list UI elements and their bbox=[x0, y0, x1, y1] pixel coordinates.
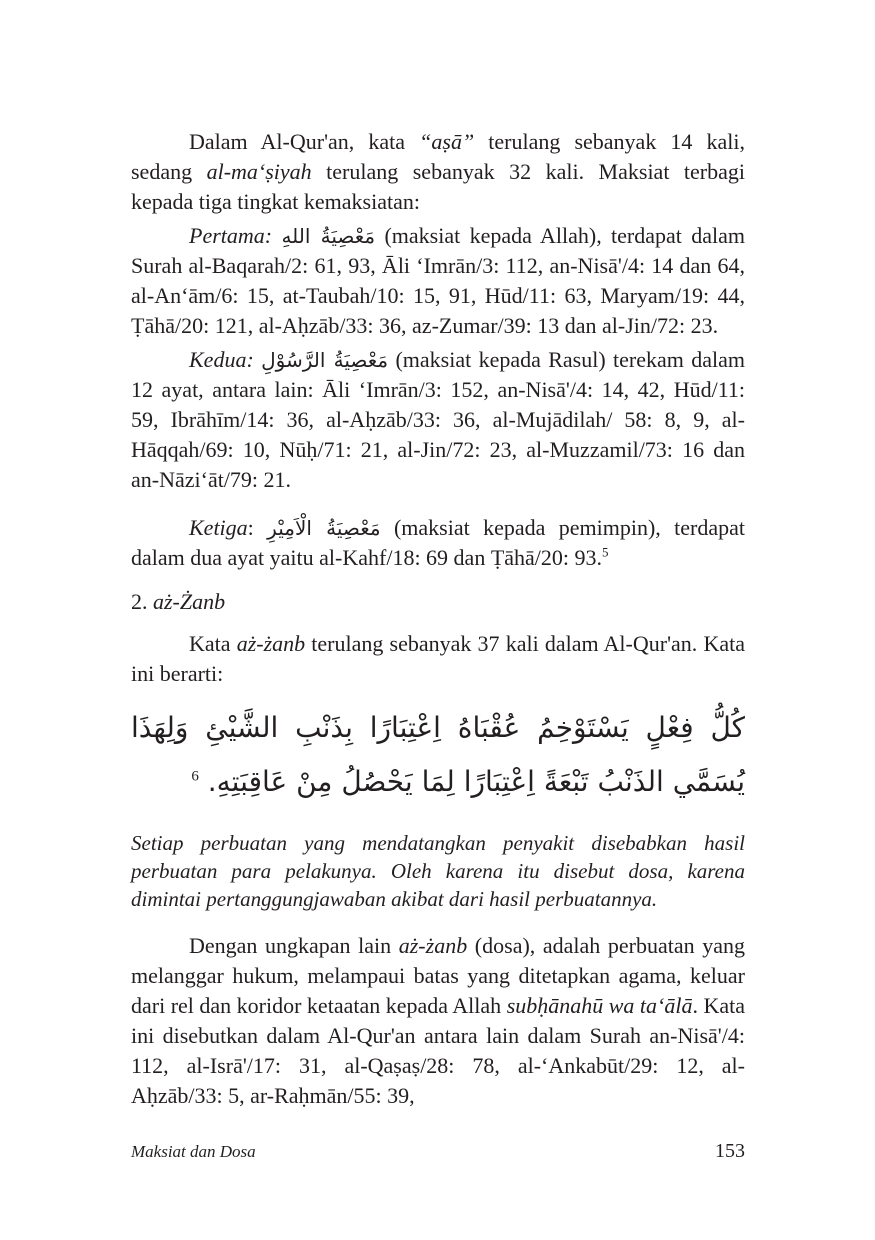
term-al-masiyah: al-ma‘ṣiyah bbox=[206, 159, 312, 184]
paragraph-pertama bbox=[131, 221, 745, 341]
paragraph-kata-az-zanb bbox=[131, 629, 745, 689]
text-run: terulang sebanyak 14 kali, sedang bbox=[131, 129, 745, 184]
paragraph-intro bbox=[131, 127, 745, 217]
term-asa: “aṣā” bbox=[419, 129, 475, 154]
arabic-term-amir: مَعْصِيَةُ الْاَمِيْرِ bbox=[267, 516, 381, 540]
running-title: Maksiat dan Dosa bbox=[131, 1142, 256, 1161]
footnote-marker: 5 bbox=[602, 544, 609, 560]
footnote-marker: 6 bbox=[191, 768, 199, 785]
text-run: Kata bbox=[189, 631, 237, 656]
page-footer bbox=[131, 1140, 745, 1163]
text-run: terulang sebanyak 37 kali dalam Al-Qur'an. Kata ini berarti: bbox=[131, 631, 745, 686]
text-run: . Kata ini disebutkan dalam Al-Qur'an antara lain dalam Surah an-Nisā'/4: 112, al-Isrā'/17: 31, al-Qaṣaṣ/28: 78, al-‘Ankabūt/29: 12, al-Aḥzāb/33: 5, ar-Raḥmān/55: 39, bbox=[131, 993, 746, 1108]
term-subhanahu: subḥānahū wa ta‘ālā bbox=[506, 993, 693, 1018]
text-run: (maksiat kepada Rasul) terekam dalam 12 ayat, antara lain: Āli ‘Imrān/3: 152, an-Nisā'/4: 14, 42, Hūd/11: 59, Ibrāhīm/14: 36, al-Aḥzāb/33: 36, al-Mujādilah/ 58: 8, 9, al-Hāqqah/69: 10, Nūḥ/71: 21, al-Jin/72: 23, al-Muzzamil/73: 16 dan an-Nāzi‘āt/79: 21. bbox=[131, 347, 745, 492]
term-az-zanb: aż-żanb bbox=[398, 933, 468, 958]
arabic-quote-text: كُلُّ فِعْلٍ يَسْتَوْخِمُ عُقْبَاهُ اِعْتِبَارًا بِذَنْبِ الشَّيْئِ وَلِهَذَا يُسَمَّي الذَنْبُ تَبْعَةً اِعْتِبَارًا لِمَا يَحْصُلُ مِنْ عَاقِبَتِهِ. bbox=[131, 711, 745, 798]
translation-quote: Setiap perbuatan yang mendatangkan penyakit disebabkan hasil perbuatan para pelakunya. Oleh karena itu disebut dosa, karena dimintai pertanggungjawaban akibat dari hasil perbuatannya. bbox=[131, 831, 745, 911]
label-pertama: Pertama: bbox=[189, 223, 273, 248]
arabic-term-rasul: مَعْصِيَةُ الرَّسُوْلِ bbox=[261, 348, 389, 372]
text-run: Dengan ungkapan lain bbox=[189, 933, 399, 958]
paragraph-kedua bbox=[131, 345, 745, 495]
text-run: terulang sebanyak 32 kali. Maksiat terbagi kepada tiga tingkat kemaksiatan: bbox=[131, 159, 746, 214]
page-number: 153 bbox=[715, 1140, 745, 1162]
text-run: (maksiat kepada pemimpin), terdapat dalam dua ayat yaitu al-Kahf/18: 69 dan Ṭāhā/20: 93. bbox=[131, 515, 745, 570]
text-run: Dalam Al-Qur'an, kata bbox=[189, 129, 420, 154]
arabic-term-allah: مَعْصِيَةُ اللهِ bbox=[281, 224, 376, 248]
section-number: 2. bbox=[131, 589, 153, 614]
label-ketiga: Ketiga bbox=[189, 515, 248, 540]
arabic-quotation bbox=[131, 701, 745, 809]
text-run: (maksiat kepada Allah), terdapat dalam Surah al-Baqarah/2: 61, 93, Āli ‘Imrān/3: 112, an-Nisā'/4: 14 dan 64, al-An‘ām/6: 15, at-Taubah/10: 15, 91, Hūd/11: 63, Maryam/19: 44, Ṭāhā/20: 121, al-Aḥzāb/33: 36, az-Zumar/39: 13 dan al-Jin/72: 23. bbox=[131, 223, 746, 338]
term-az-zanb: aż-żanb bbox=[236, 631, 306, 656]
page-body bbox=[131, 127, 745, 1111]
section-term: aż-Żanb bbox=[153, 589, 226, 614]
section-heading bbox=[131, 587, 745, 617]
paragraph-ketiga bbox=[131, 513, 745, 573]
text-run: : bbox=[247, 515, 268, 540]
paragraph-dosa bbox=[131, 931, 745, 1111]
text-run: (dosa), adalah perbuatan yang melanggar hukum, melampaui batas yang ditetapkan agama, keluar dari rel dan koridor ketaatan kepada Allah bbox=[131, 933, 745, 1018]
label-kedua: Kedua: bbox=[189, 347, 254, 372]
